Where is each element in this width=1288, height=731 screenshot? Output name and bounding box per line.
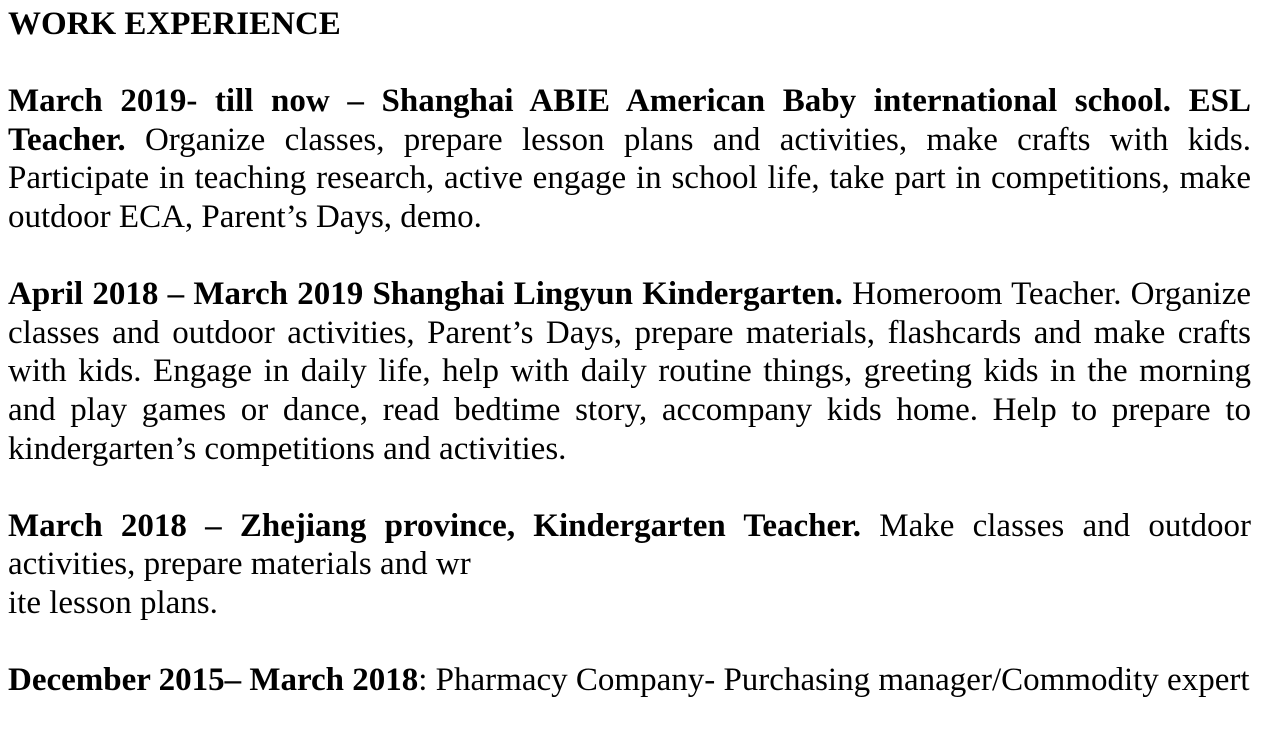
- text-run: Organize classes, prepare lesson plans and activities, make crafts with kids. Participate in teaching research, active engage in school life, take part in competitions, make outdoor ECA, Parent’s Days, demo.: [8, 121, 1251, 235]
- paragraph: [8, 507, 1251, 623]
- text-run: : Pharmacy Company- Purchasing manager/Commodity expert: [418, 662, 1250, 699]
- bold-run: March 2018 – Zhejiang province, Kindergarten Teacher.: [8, 507, 862, 544]
- text-run: Make classes and outdoor activities, prepare materials and wr: [8, 507, 1251, 583]
- work-experience-heading: WORK EXPERIENCE: [8, 6, 341, 42]
- work-experience-paragraphs: [8, 82, 1251, 700]
- bold-run: March 2019- till now – Shanghai ABIE American Baby international school. ESL Teacher.: [8, 83, 1251, 158]
- paragraph: [8, 82, 1251, 236]
- bold-run: April 2018 – March 2019 Shanghai Lingyun Kindergarten.: [8, 276, 843, 313]
- paragraph: [8, 275, 1251, 468]
- text-run: ite lesson plans.: [8, 584, 218, 621]
- text-run: Homeroom Teacher. Organize classes and outdoor activities, Parent’s Days, prepare materials, flashcards and make crafts with kids. Engage in daily life, help with daily routine things, greeting kids in the morning and play games or dance, read bedtime story, accompany kids home. Help to prepare to kindergarten’s competitions and activities.: [8, 276, 1251, 467]
- paragraph: [8, 661, 1251, 700]
- bold-run: December 2015– March 2018: [8, 662, 419, 699]
